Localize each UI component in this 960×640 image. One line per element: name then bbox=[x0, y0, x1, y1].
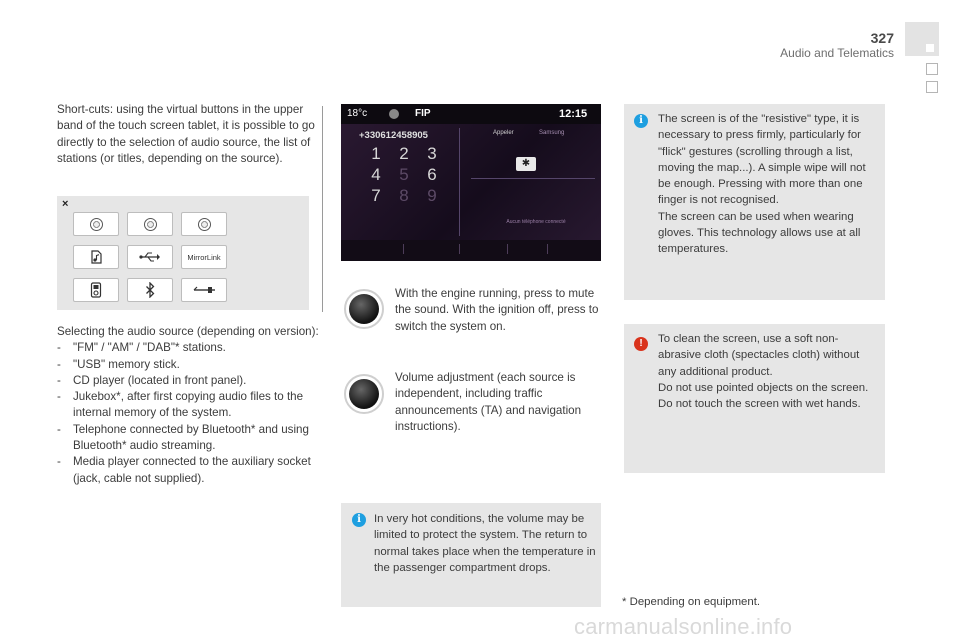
aux-button bbox=[181, 278, 227, 302]
list-item: - "USB" memory stick. bbox=[57, 357, 319, 373]
radio-preset-button bbox=[181, 212, 227, 236]
watermark: carmanualsonline.info bbox=[574, 614, 793, 639]
knob-face bbox=[349, 294, 379, 324]
list-item: - Jukebox*, after first copying audio files to the internal memory of the system. bbox=[57, 389, 319, 422]
sources-list bbox=[57, 340, 319, 487]
knob-face bbox=[349, 379, 379, 409]
media-player-icon bbox=[90, 282, 102, 298]
radio-preset-button bbox=[73, 212, 119, 236]
sources-intro: Selecting the audio source (depending on version): bbox=[57, 325, 319, 338]
media-player-button bbox=[73, 278, 119, 302]
mute-paragraph: With the engine running, press to mute the sound. With the ignition off, press to switch the system on. bbox=[395, 287, 599, 333]
list-item: - "FM" / "AM" / "DAB"* stations. bbox=[57, 340, 319, 356]
close-icon: × bbox=[62, 198, 69, 210]
power-knob-icon bbox=[344, 289, 384, 329]
screen-separator bbox=[459, 128, 460, 236]
screen-phone-name: Samsung bbox=[539, 130, 565, 136]
list-item: - CD player (located in front panel). bbox=[57, 373, 319, 389]
volume-knob-icon bbox=[344, 374, 384, 414]
wet-hands-paragraph: Do not touch the screen with wet hands. bbox=[658, 398, 861, 411]
pointed-objects-paragraph: Do not use pointed objects on the screen. bbox=[658, 381, 869, 394]
screen-divider bbox=[459, 244, 460, 254]
hot-conditions-note bbox=[341, 503, 601, 607]
keypad-key: 7 bbox=[371, 186, 381, 205]
usb-button bbox=[127, 245, 173, 269]
music-file-icon bbox=[88, 249, 104, 265]
shortcuts-paragraph: Short-cuts: using the virtual buttons in the upper band of the touch screen tablet, it is possible to go directly to the selection of audio source, the list of stations (or titles, depending on the source). bbox=[57, 103, 315, 165]
keypad-key: 6 bbox=[427, 165, 437, 184]
resistive-text bbox=[658, 111, 880, 258]
knob-icon bbox=[90, 218, 103, 231]
chapter-tab-icon bbox=[905, 22, 939, 56]
page-number: 327 bbox=[870, 30, 894, 46]
cleaning-note bbox=[624, 324, 885, 473]
radio-preset-button bbox=[127, 212, 173, 236]
screen-time: 12:15 bbox=[559, 108, 588, 120]
knob-icon bbox=[198, 218, 211, 231]
usb-icon bbox=[139, 251, 161, 263]
cleaning-paragraph: To clean the screen, use a soft non-abrasive cloth (spectacles cloth) without any additional product. bbox=[658, 333, 860, 378]
info-icon: i bbox=[634, 114, 648, 128]
screen-separator bbox=[471, 178, 595, 179]
screen-bottom-band bbox=[341, 240, 601, 261]
keypad-key: 9 bbox=[427, 186, 437, 205]
jack-icon bbox=[192, 285, 216, 295]
screen-temperature: 18°c bbox=[347, 108, 368, 119]
column-divider bbox=[322, 106, 323, 312]
jukebox-button bbox=[73, 245, 119, 269]
footnote: * Depending on equipment. bbox=[622, 596, 761, 608]
keypad-key: 8 bbox=[399, 186, 409, 205]
hot-conditions-text: In very hot conditions, the volume may be limited to protect the system. The return to normal takes place when the temperature in the passenger compartment drops. bbox=[374, 513, 596, 574]
bluetooth-icon: ✱ bbox=[516, 157, 536, 171]
screen-divider bbox=[403, 244, 404, 254]
status-icon bbox=[389, 109, 399, 119]
resistive-paragraph: The screen is of the "resistive" type, it is necessary to press firmly, particularly for "flick" gestures (scrolling through a list, moving the map...). A simple wipe will not be enough. Pressing with more than one finger is not recognised. bbox=[658, 113, 866, 207]
screen-phone-number: +330612458905 bbox=[359, 130, 428, 141]
knob-icon bbox=[144, 218, 157, 231]
chapter-tab-outline-icon bbox=[926, 63, 938, 75]
volume-paragraph: Volume adjustment (each source is independent, including traffic announcements (TA) and navigation instructions). bbox=[395, 371, 582, 433]
bluetooth-icon bbox=[145, 282, 155, 298]
keypad-key: 3 bbox=[427, 144, 437, 163]
warning-icon: ! bbox=[634, 337, 648, 351]
list-item: - Media player connected to the auxiliary socket (jack, cable not supplied). bbox=[57, 454, 319, 487]
gloves-paragraph: The screen can be used when wearing gloves. This technology allows use at all temperatures. bbox=[658, 210, 861, 256]
sources-section bbox=[57, 324, 319, 487]
cleaning-text bbox=[658, 331, 880, 412]
list-item: - Telephone connected by Bluetooth* and using Bluetooth* audio streaming. bbox=[57, 422, 319, 455]
screen-source: FIP bbox=[415, 108, 431, 119]
chapter-tab-outline-icon bbox=[926, 81, 938, 93]
keypad-key: 4 bbox=[371, 165, 381, 184]
mirrorlink-button bbox=[181, 245, 227, 269]
keypad-key: 5 bbox=[399, 165, 409, 184]
shortcut-panel-illustration bbox=[57, 196, 309, 310]
info-icon: i bbox=[352, 513, 366, 527]
section-title: Audio and Telematics bbox=[780, 46, 894, 60]
resistive-screen-note bbox=[624, 104, 885, 300]
screen-divider bbox=[507, 244, 508, 254]
bluetooth-button bbox=[127, 278, 173, 302]
screen-status-text: Aucun téléphone connecté bbox=[506, 219, 566, 225]
touchscreen-photo bbox=[341, 104, 601, 261]
screen-call-label: Appeler bbox=[493, 130, 514, 136]
screen-divider bbox=[547, 244, 548, 254]
keypad-key: 1 bbox=[371, 144, 381, 163]
keypad-key: 2 bbox=[399, 144, 409, 163]
mirrorlink-label: MirrorLink bbox=[187, 252, 221, 262]
